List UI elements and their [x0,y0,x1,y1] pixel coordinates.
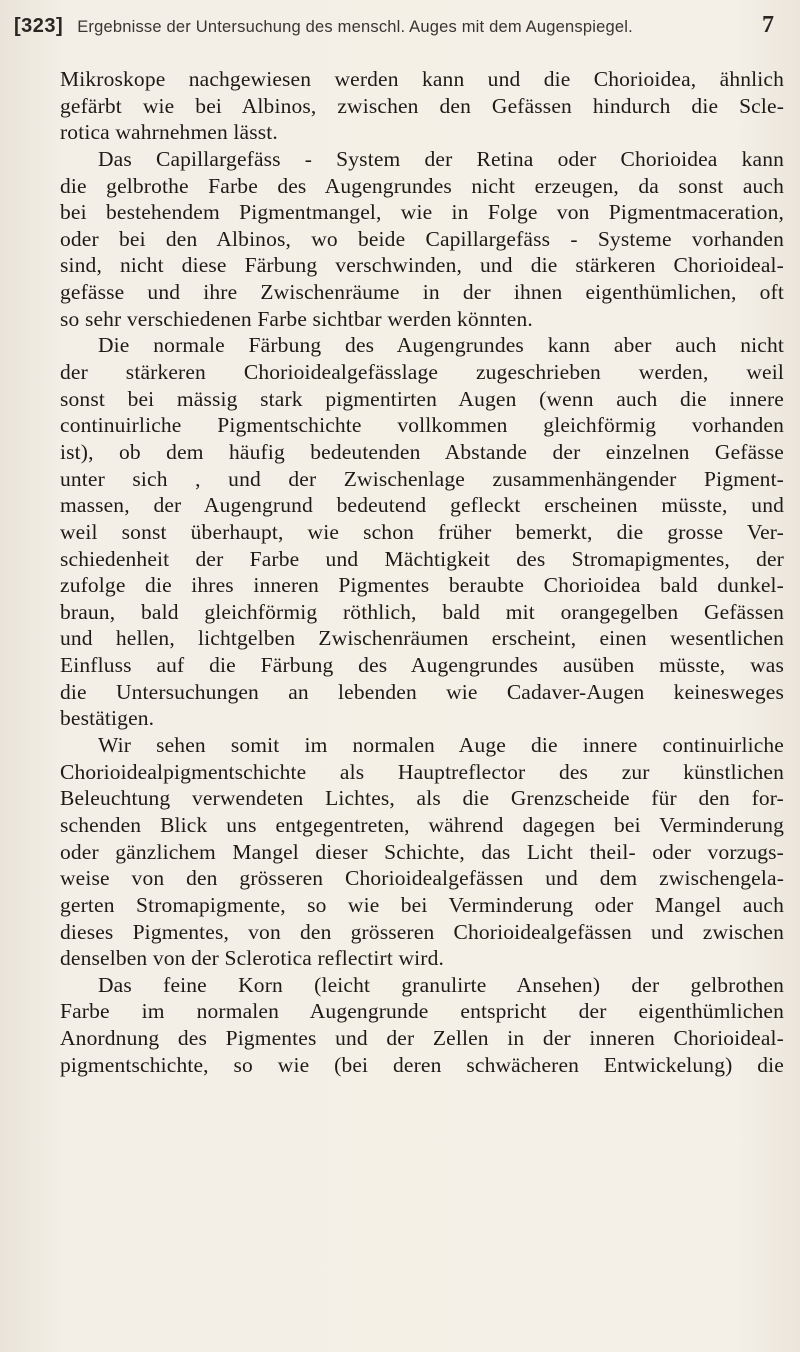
text-line: gefässe und ihre Zwischenräume in der ihnen eigenthümlichen, oft [60,280,784,305]
running-header [14,12,784,52]
text-line: weil sonst überhaupt, wie schon früher bemerkt, die grosse Ver- [60,519,784,544]
text-line: pigmentschichte, so wie (bei deren schwächeren Entwickelung) die [60,1052,784,1077]
text-line: oder gänzlichem Mangel dieser Schichte, das Licht theil- oder vorzugs- [60,839,784,864]
text-line: so sehr verschiedenen Farbe sichtbar werden könnten. [60,306,533,331]
text-line: dieses Pigmentes, von den grösseren Chorioidealgefässen und zwischen [60,919,784,944]
text-line: schiedenheit der Farbe und Mächtigkeit des Stromapigmentes, der [60,546,784,571]
text-line: denselben von der Sclerotica reflectirt wird. [60,946,445,971]
page-number: [323] [14,15,64,37]
text-line: Einfluss auf die Färbung des Augengrundes ausüben müsste, was [60,653,784,678]
text-line: rotica wahrnehmen lässt. [60,120,278,145]
text-line: zufolge die ihres inneren Pigmentes beraubte Chorioidea bald dunkel- [60,573,784,598]
running-title: Ergebnisse der Untersuchung des menschl. Auges mit dem Augenspiegel. [77,18,633,36]
text-line: und hellen, lichtgelben Zwischenräumen erscheint, einen wesentlichen [60,626,784,651]
text-line: Chorioidealpigmentschichte als Hauptreflector des zur künstlichen [60,759,784,784]
text-line: gefärbt wie bei Albinos, zwischen den Gefässen hindurch die Scle- [60,93,784,118]
text-line: der stärkeren Chorioidealgefässlage zugeschrieben werden, weil [60,360,784,385]
text-line: die gelbrothe Farbe des Augengrundes nicht erzeugen, da sonst auch [60,173,784,198]
text-line: massen, der Augengrund bedeutend gefleckt erscheinen müsste, und [60,493,784,518]
text-line: gerten Stromapigmente, so wie bei Verminderung oder Mangel auch [60,892,784,917]
text-line: bei bestehendem Pigmentmangel, wie in Folge von Pigmentmaceration, [60,200,784,225]
text-line: sonst bei mässig stark pigmentirten Augen (wenn auch die innere [60,386,784,411]
text-line: Farbe im normalen Augengrunde entspricht der eigenthümlichen [60,999,784,1024]
text-line: Beleuchtung verwendeten Lichtes, als die Grenzscheide für den for- [60,786,784,811]
text-line: bestätigen. [60,706,155,731]
text-line: die Untersuchungen an lebenden wie Cadaver-Augen keinesweges [60,679,784,704]
text-line: Das Capillargefäss - System der Retina oder Chorioidea kann [98,146,784,171]
text-line: Anordnung des Pigmentes und der Zellen in der inneren Chorioideal- [60,1026,784,1051]
text-line: oder bei den Albinos, wo beide Capillargefäss - Systeme vorhanden [60,226,784,251]
text-line: sind, nicht diese Färbung verschwinden, und die stärkeren Chorioideal- [60,253,784,278]
text-line: continuirliche Pigmentschichte vollkommen gleichförmig vorhanden [60,413,784,438]
text-line: ist), ob dem häufig bedeutenden Abstande der einzelnen Gefässe [60,439,784,464]
text-line: Mikroskope nachgewiesen werden kann und die Chorioidea, ähnlich [60,67,784,91]
body-text [60,66,784,1078]
text-line: Wir sehen somit im normalen Auge die innere continuirliche [98,733,784,758]
text-line: Die normale Färbung des Augengrundes kann aber auch nicht [98,333,784,358]
signature-mark: 7 [762,12,774,38]
text-line: schenden Blick uns entgegentreten, während dagegen bei Verminderung [60,812,784,837]
text-line: Das feine Korn (leicht granulirte Ansehen) der gelbrothen [98,972,784,997]
text-line: weise von den grösseren Chorioidealgefässen und dem zwischengela- [60,866,784,891]
text-line: unter sich , und der Zwischenlage zusammenhängender Pigment- [60,466,784,491]
text-line: braun, bald gleichförmig röthlich, bald mit orangegelben Gefässen [60,599,784,624]
